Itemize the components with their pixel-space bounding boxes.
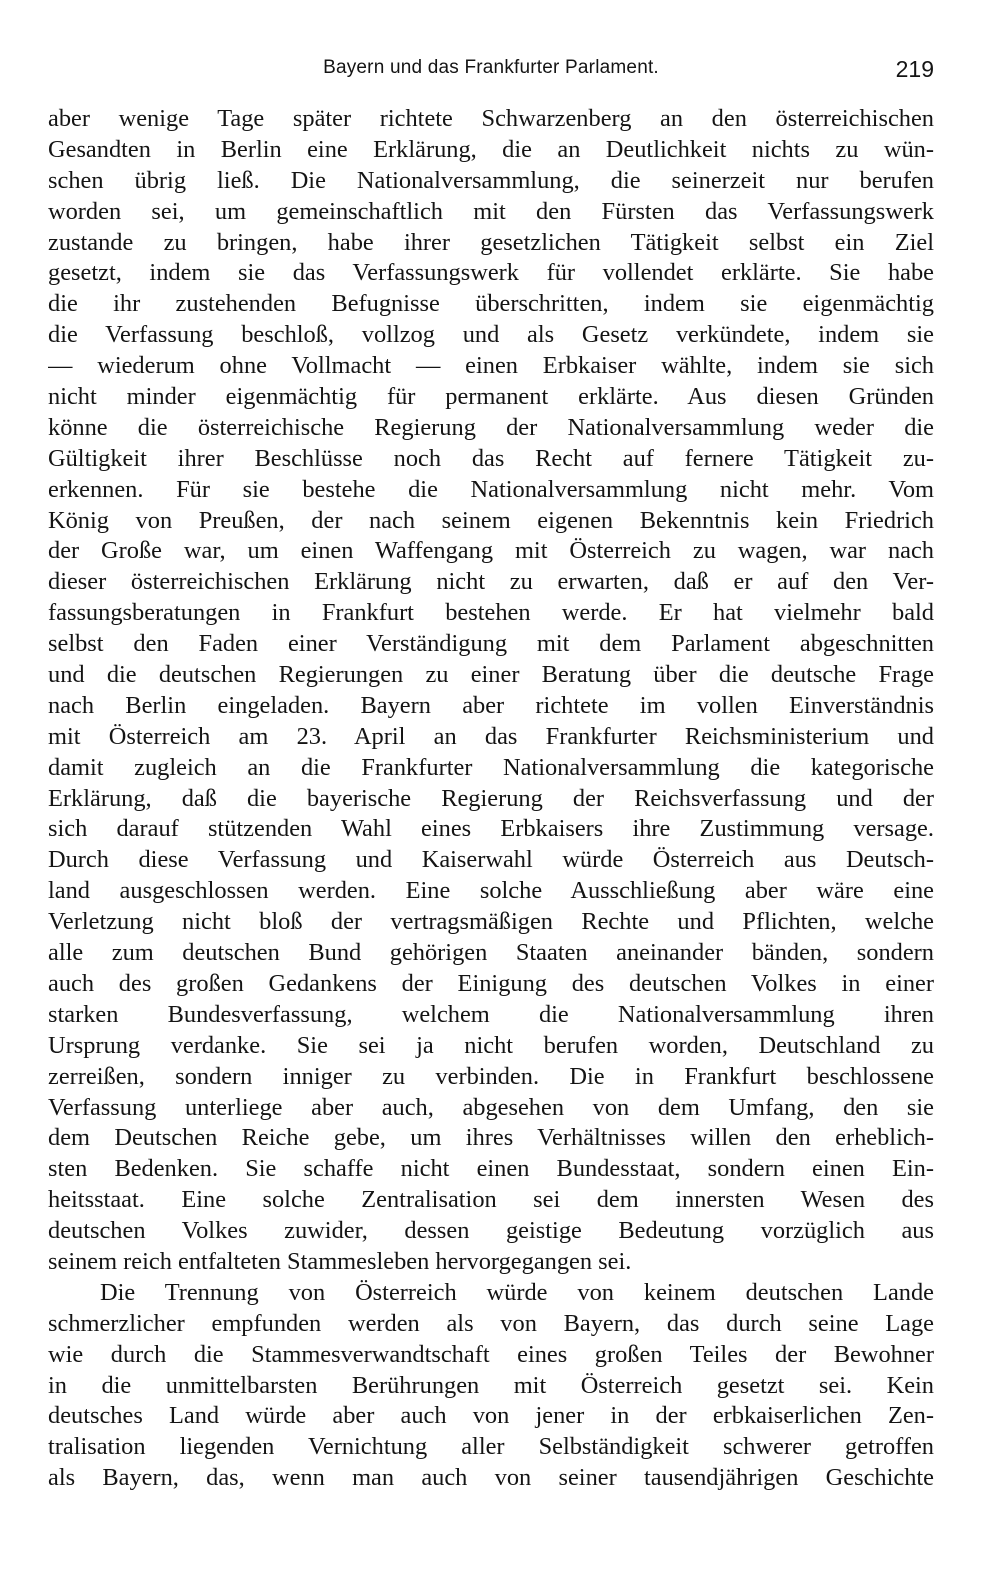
text-line: gesetzt, indem sie das Verfassungswerk für vollendet erklärte. Sie habe — [48, 259, 934, 287]
text-line: heitsstaat. Eine solche Zentralisation sei dem innersten Wesen des — [48, 1186, 934, 1214]
text-line: tralisation liegenden Vernichtung aller Selbständigkeit schwerer getroffen — [48, 1433, 934, 1461]
text-line: erkennen. Für sie bestehe die Nationalversammlung nicht mehr. Vom — [48, 475, 934, 503]
text-line: Gültigkeit ihrer Beschlüsse noch das Recht auf fernere Tätigkeit zu- — [48, 444, 934, 472]
text-line: aber wenige Tage später richtete Schwarzenberg an den österreichischen — [48, 105, 934, 132]
text-line: in die unmittelbarsten Berührungen mit Österreich gesetzt sei. Kein — [48, 1371, 934, 1399]
text-line: König von Preußen, der nach seinem eigenen Bekenntnis kein Friedrich — [48, 506, 934, 534]
text-line: die ihr zustehenden Befugnisse überschritten, indem sie eigenmächtig — [48, 290, 934, 318]
text-line: als Bayern, das, wenn man auch von seiner tausendjährigen Geschichte — [48, 1464, 934, 1492]
text-line: Ursprung verdanke. Sie sei ja nicht berufen worden, Deutschland zu — [48, 1031, 934, 1059]
text-line: der Große war, um einen Waffengang mit Österreich zu wagen, war nach — [48, 537, 934, 565]
text-line: dieser österreichischen Erklärung nicht zu erwarten, daß er auf den Ver- — [48, 568, 934, 596]
text-line: nicht minder eigenmächtig für permanent erklärte. Aus diesen Gründen — [48, 383, 934, 411]
paragraph-last-line: seinem reich entfalteten Stammesleben hervorgegangen sei. — [48, 1247, 632, 1275]
running-title: Bayern und das Frankfurter Parlament. — [323, 57, 659, 78]
text-line: Gesandten in Berlin eine Erklärung, die an Deutlichkeit nichts zu wün- — [48, 135, 934, 163]
text-line: deutschen Volkes zuwider, dessen geistige Bedeutung vorzüglich aus — [48, 1217, 934, 1245]
text-line: land ausgeschlossen werden. Eine solche Ausschließung aber wäre eine — [48, 877, 934, 905]
text-line: zustande zu bringen, habe ihrer gesetzlichen Tätigkeit selbst ein Ziel — [48, 228, 934, 256]
text-line: sten Bedenken. Sie schaffe nicht einen Bundesstaat, sondern einen Ein- — [48, 1155, 934, 1183]
text-line: worden sei, um gemeinschaftlich mit den Fürsten das Verfassungswerk — [48, 197, 934, 225]
text-line: und die deutschen Regierungen zu einer Beratung über die deutsche Frage — [48, 661, 934, 689]
text-line: nach Berlin eingeladen. Bayern aber richtete im vollen Einverständnis — [48, 691, 934, 719]
text-line: mit Österreich am 23. April an das Frankfurter Reichsministerium und — [48, 722, 934, 750]
text-line: Verfassung unterliege aber auch, abgesehen von dem Umfang, den sie — [48, 1093, 934, 1121]
text-line: Durch diese Verfassung und Kaiserwahl würde Österreich aus Deutsch- — [48, 846, 934, 874]
paragraph-first-line: Die Trennung von Österreich würde von keinem deutschen Lande — [100, 1278, 934, 1306]
text-line: schen übrig ließ. Die Nationalversammlung, die seinerzeit nur berufen — [48, 166, 934, 194]
text-line: alle zum deutschen Bund gehörigen Staaten aneinander bänden, sondern — [48, 939, 934, 967]
body-text — [48, 104, 934, 1494]
page-number: 219 — [895, 56, 934, 82]
text-line: — wiederum ohne Vollmacht — einen Erbkaiser wählte, indem sie sich — [48, 352, 934, 380]
text-line: dem Deutschen Reiche gebe, um ihres Verhältnisses willen den erheblich- — [48, 1124, 934, 1152]
text-line: deutsches Land würde aber auch von jener in der erbkaiserlichen Zen- — [48, 1402, 934, 1430]
text-line: Verletzung nicht bloß der vertragsmäßigen Rechte und Pflichten, welche — [48, 908, 934, 936]
text-line: Erklärung, daß die bayerische Regierung der Reichsverfassung und der — [48, 784, 934, 812]
text-line: selbst den Faden einer Verständigung mit dem Parlament abgeschnitten — [48, 630, 934, 658]
text-line: fassungsberatungen in Frankfurt bestehen werde. Er hat vielmehr bald — [48, 599, 934, 627]
text-line: wie durch die Stammesverwandtschaft eines großen Teiles der Bewohner — [48, 1340, 934, 1368]
text-line: damit zugleich an die Frankfurter Nationalversammlung die kategorische — [48, 753, 934, 781]
text-line: schmerzlicher empfunden werden als von Bayern, das durch seine Lage — [48, 1309, 934, 1337]
text-line: die Verfassung beschloß, vollzog und als Gesetz verkündete, indem sie — [48, 321, 934, 349]
running-head — [48, 55, 934, 85]
text-line: auch des großen Gedankens der Einigung des deutschen Volkes in einer — [48, 969, 934, 997]
text-line: zerreißen, sondern inniger zu verbinden. Die in Frankfurt beschlossene — [48, 1062, 934, 1090]
text-line: sich darauf stützenden Wahl eines Erbkaisers ihre Zustimmung versage. — [48, 815, 934, 843]
text-line: starken Bundesverfassung, welchem die Nationalversammlung ihren — [48, 1000, 934, 1028]
text-line: könne die österreichische Regierung der Nationalversammlung weder die — [48, 413, 934, 441]
